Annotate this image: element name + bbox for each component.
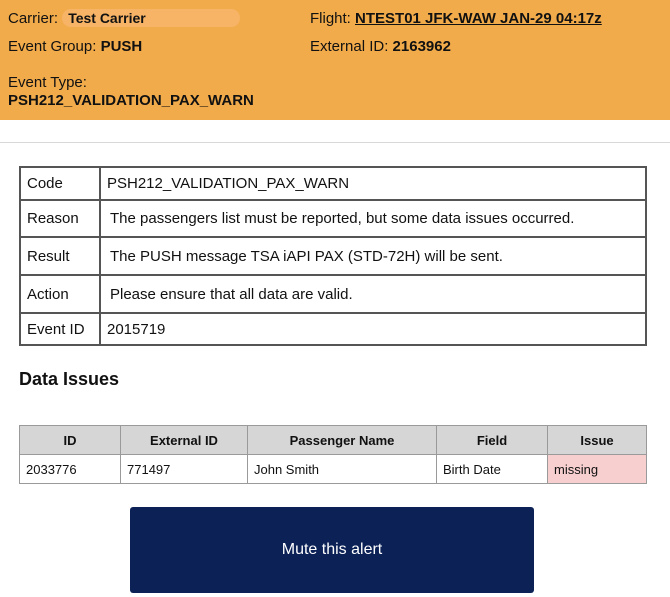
mute-alert-button[interactable] xyxy=(130,507,534,593)
flight-label: Flight: xyxy=(310,10,351,27)
detail-row-result xyxy=(20,237,646,275)
detail-key: Result xyxy=(20,237,100,275)
column-header-field: Field xyxy=(437,426,548,455)
detail-value: 2015719 xyxy=(100,313,646,345)
event-group-value: PUSH xyxy=(100,38,143,55)
data-issues-title: Data Issues xyxy=(19,369,120,389)
detail-key: Code xyxy=(20,167,100,200)
event-type-value: PSH212_VALIDATION_PAX_WARN xyxy=(8,92,254,109)
column-header-id: ID xyxy=(20,426,121,455)
flight-row xyxy=(310,10,602,27)
detail-value: PSH212_VALIDATION_PAX_WARN xyxy=(100,167,646,200)
cell-issue: missing xyxy=(548,455,647,484)
external-id-row xyxy=(310,38,451,55)
detail-value: The PUSH message TSA iAPI PAX (STD-72H) will be sent. xyxy=(100,237,646,275)
detail-key: Action xyxy=(20,275,100,313)
cell-external-id: 771497 xyxy=(121,455,248,484)
external-id-label: External ID: xyxy=(310,38,389,55)
detail-value: Please ensure that all data are valid. xyxy=(100,275,646,313)
divider xyxy=(0,142,670,143)
carrier-label: Carrier: xyxy=(8,10,59,27)
detail-row-action xyxy=(20,275,646,313)
external-id-value: 2163962 xyxy=(392,38,451,55)
event-type-label: Event Type: xyxy=(8,74,87,91)
flight-link[interactable]: NTEST01 JFK-WAW JAN-29 04:17z xyxy=(355,10,602,27)
column-header-issue: Issue xyxy=(548,426,647,455)
alert-details-table xyxy=(19,166,647,346)
cell-field: Birth Date xyxy=(437,455,548,484)
data-issues-table xyxy=(19,425,647,484)
cell-passenger-name: John Smith xyxy=(248,455,437,484)
event-group-label: Event Group: xyxy=(8,38,97,55)
table-row xyxy=(20,455,647,484)
table-header-row xyxy=(20,426,647,455)
mute-alert-label: Mute this alert xyxy=(281,541,383,558)
carrier-value: Test Carrier xyxy=(62,9,240,27)
event-group-row xyxy=(8,38,142,55)
column-header-passenger-name: Passenger Name xyxy=(248,426,437,455)
column-header-external-id: External ID xyxy=(121,426,248,455)
detail-row-code xyxy=(20,167,646,200)
detail-value: The passengers list must be reported, but some data issues occurred. xyxy=(100,200,646,237)
detail-row-reason xyxy=(20,200,646,237)
detail-key: Reason xyxy=(20,200,100,237)
detail-key: Event ID xyxy=(20,313,100,345)
cell-id: 2033776 xyxy=(20,455,121,484)
detail-row-event-id xyxy=(20,313,646,345)
alert-header xyxy=(0,0,670,120)
carrier-row xyxy=(8,9,240,27)
